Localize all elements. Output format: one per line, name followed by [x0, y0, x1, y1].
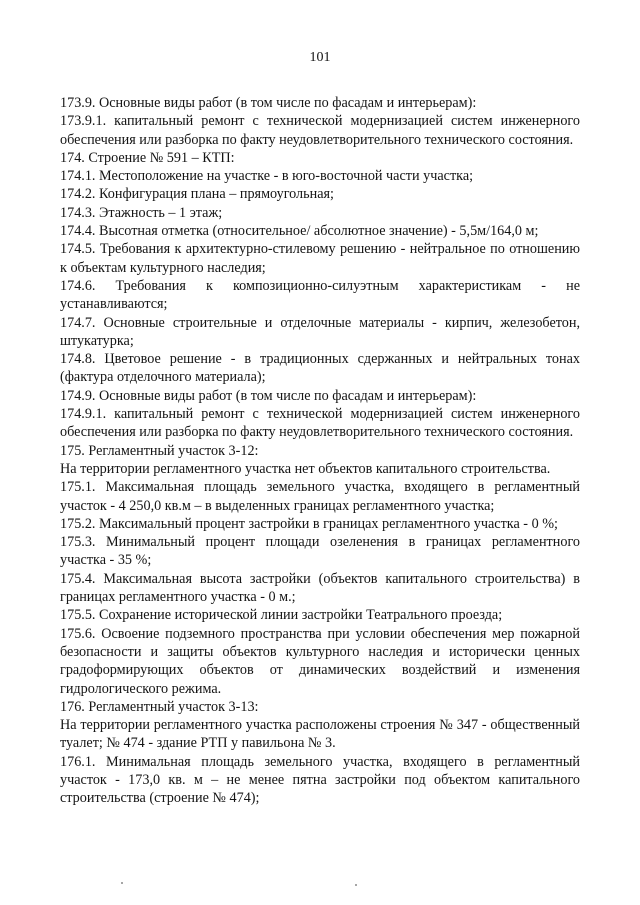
paragraph-174-6: 174.6. Требования к композиционно-силуэтным характеристикам - не устанавливаются;: [60, 277, 580, 313]
scan-speck: [121, 882, 123, 884]
paragraph-174-8: 174.8. Цветовое решение - в традиционных сдержанных и нейтральных тонах (фактура отделочного материала);: [60, 351, 580, 386]
paragraph-174-1: 174.1. Местоположение на участке - в юго-восточной части участка;: [60, 168, 474, 185]
paragraph-175-4: 175.4. Максимальная высота застройки (объектов капитального строительства) в границах регламентного участка - 0 м.;: [60, 570, 580, 606]
paragraph-174-2: 174.2. Конфигурация плана – прямоугольная;: [60, 186, 334, 203]
paragraph-174-5: 174.5. Требования к архитектурно-стилевому решению - нейтральное по отношению к объектам культурного наследия;: [60, 241, 580, 276]
page-number: 101: [309, 50, 331, 65]
paragraph-176-intro: На территории регламентного участка расположены строения № 347 - общественный туалет; № 474 - здание РТП у павильона № 3.: [60, 717, 580, 752]
paragraph-175-2: 175.2. Максимальный процент застройки в границах регламентного участка - 0 %;: [60, 515, 558, 532]
paragraph-175-3: 175.3. Минимальный процент площади озеленения в границах регламентного участка - 35 %;: [60, 534, 580, 569]
paragraph-175: 175. Регламентный участок 3-12:: [60, 442, 259, 459]
paragraph-175-intro: На территории регламентного участка нет объектов капитального строительства.: [60, 460, 551, 477]
paragraph-174-3: 174.3. Этажность – 1 этаж;: [60, 204, 223, 221]
paragraph-175-5: 175.5. Сохранение исторической линии застройки Театрального проезда;: [60, 607, 503, 624]
paragraph-175-1: 175.1. Максимальная площадь земельного участка, входящего в регламентный участок - 4 250,0 кв.м – в выделенных границах регламентного участка;: [60, 479, 580, 514]
paragraph-174-7: 174.7. Основные строительные и отделочные материалы - кирпич, железобетон, штукатурка;: [60, 314, 580, 349]
paragraph-174: 174. Строение № 591 – КТП:: [60, 149, 235, 166]
paragraph-173-9: 173.9. Основные виды работ (в том числе по фасадам и интерьерам):: [60, 95, 477, 111]
document-body: [60, 94, 580, 808]
paragraph-174-4: 174.4. Высотная отметка (относительное/ абсолютное значение) - 5,5м/164,0 м;: [60, 223, 539, 240]
paragraph-176: 176. Регламентный участок 3-13:: [60, 698, 259, 715]
paragraph-174-9-1: 174.9.1. капитальный ремонт с технической модернизацией систем инженерного обеспечения или разборка по факту неудовлетворительного технического состояния.: [60, 406, 580, 441]
scan-speck: [355, 884, 357, 886]
paragraph-174-9: 174.9. Основные виды работ (в том числе по фасадам и интерьерам):: [60, 387, 477, 404]
paragraph-173-9-1: 173.9.1. капитальный ремонт с технической модернизацией систем инженерного обеспечения или разборка по факту неудовлетворительного технического состояния.: [60, 113, 580, 148]
paragraph-176-1: 176.1. Минимальная площадь земельного участка, входящего в регламентный участок - 173,0 кв. м – не менее пятна застройки под объектом капитального строительства (строение № 474);: [60, 753, 580, 807]
paragraph-175-6: 175.6. Освоение подземного пространства при условии обеспечения мер пожарной безопасности и защиты объектов культурного наследия и исторически ценных градоформирующих объектов от динамических воздействий и изменения гидрологического режима.: [60, 625, 580, 697]
